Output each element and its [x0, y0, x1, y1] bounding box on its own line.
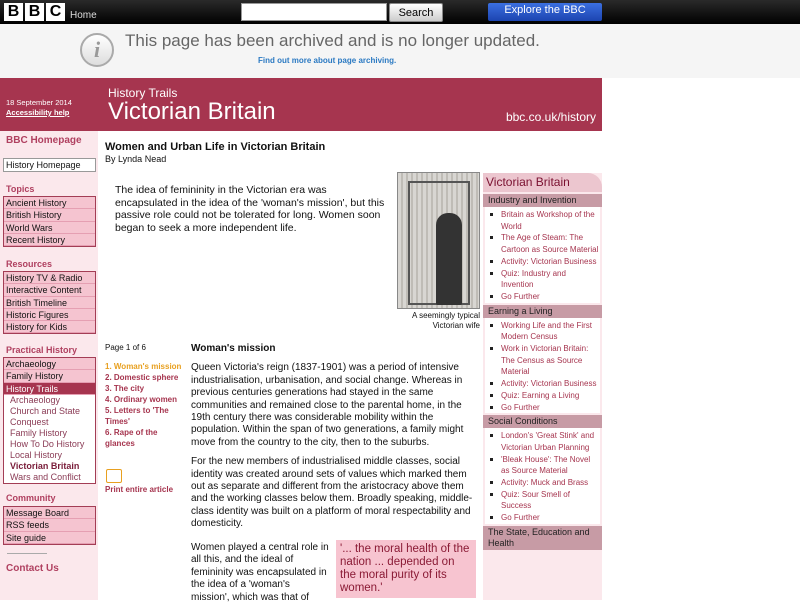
info-icon: i	[80, 33, 114, 67]
divider	[7, 553, 47, 554]
victorian-wife-image	[397, 172, 480, 309]
practical-history-heading: Practical History	[6, 345, 78, 355]
nav-item[interactable]: Message Board	[4, 507, 95, 519]
page-link-current[interactable]: 1. Woman's mission	[105, 362, 182, 371]
article-title: Women and Urban Life in Victorian Britain	[105, 141, 326, 153]
sub-nav-item[interactable]: Church and State	[4, 406, 95, 417]
trail-link[interactable]: Go Further	[485, 512, 600, 524]
archive-message: This page has been archived and is no longer updated.	[125, 31, 540, 50]
trail-link[interactable]: The Age of Steam: The Cartoon as Source Material	[485, 232, 600, 255]
trail-link[interactable]: Working Life and the First Modern Census	[485, 320, 600, 343]
bbc-top-bar	[0, 0, 800, 24]
section-heading: Woman's mission	[191, 343, 276, 354]
trail-section-heading: Social Conditions	[483, 415, 602, 428]
page-link[interactable]: 4. Ordinary women	[105, 395, 178, 404]
paragraph: Women played a central role in all this, and the ideal of femininity was encapsulated in the idea of a 'woman's mission', which was that of	[191, 542, 329, 603]
byline: By Lynda Nead	[105, 154, 167, 164]
pull-quote: '... the moral health of the nation ... depended on the moral purity of its women.'	[336, 540, 476, 598]
resources-heading: Resources	[6, 259, 53, 269]
nav-item[interactable]: World Wars	[4, 222, 95, 234]
article-intro: The idea of femininity in the Victorian era was encapsulated in the idea of the 'woman's mission', but this passive role could not be tolerated for long. Women soon began to seek a more independent life.	[115, 184, 385, 234]
page-link[interactable]: 3. The city	[105, 384, 145, 393]
sub-nav-item[interactable]: Family History	[4, 428, 95, 439]
site-banner	[0, 78, 602, 131]
sub-nav-item[interactable]: Conquest	[4, 417, 95, 428]
nav-item[interactable]: British History	[4, 209, 95, 221]
left-navigation	[0, 131, 98, 600]
page-link[interactable]: 2. Domestic sphere	[105, 373, 179, 382]
trail-link[interactable]: Quiz: Sour Smell of Success	[485, 489, 600, 512]
trail-link[interactable]: Quiz: Industry and Invention	[485, 268, 600, 291]
paragraph: Queen Victoria's reign (1837-1901) was a period of intensive industrialisation, urbanisation, and social change. Whereas in previous centuries generations had stayed in the same communities and remained close to the parental home, in the 19th century there was considerable mobility within the population. Within the span of two generations, a family might move from the country to the city, then to the suburbs.	[191, 362, 464, 448]
sub-nav-item[interactable]: Archaeology	[4, 395, 95, 406]
trail-section-list	[485, 318, 600, 414]
sub-nav-item[interactable]: Wars and Conflict	[4, 472, 95, 483]
trail-link[interactable]: Quiz: Earning a Living	[485, 390, 600, 402]
logo-letter: B	[4, 3, 23, 21]
trail-section-heading: Earning a Living	[483, 305, 602, 318]
page-link[interactable]: 6. Rape of the glances	[105, 428, 158, 448]
trail-link[interactable]: Activity: Muck and Brass	[485, 477, 600, 489]
nav-item[interactable]: Interactive Content	[4, 284, 95, 296]
page-link[interactable]: 5. Letters to 'The Times'	[105, 406, 169, 426]
section-label: History Trails	[108, 86, 178, 100]
logo-letter: C	[46, 3, 65, 21]
sub-nav-item[interactable]: How To Do History	[4, 439, 95, 450]
nav-item[interactable]: Recent History	[4, 234, 95, 246]
archive-info-link[interactable]: Find out more about page archiving.	[258, 56, 397, 65]
nav-item[interactable]: History for Kids	[4, 321, 95, 333]
print-article-link[interactable]: Print entire article	[105, 485, 174, 494]
article-body	[191, 343, 473, 538]
nav-item[interactable]: British Timeline	[4, 297, 95, 309]
bbc-logo[interactable]	[4, 3, 65, 21]
nav-item[interactable]: RSS feeds	[4, 519, 95, 531]
explore-bbc-button[interactable]: Explore the BBC	[488, 3, 602, 21]
trail-link[interactable]: Work in Victorian Britain: The Census as Source Material	[485, 343, 600, 378]
topics-heading: Topics	[6, 184, 35, 194]
page-indicator: Page 1 of 6	[105, 343, 146, 352]
bbc-homepage-link[interactable]: BBC Homepage	[6, 135, 82, 146]
nav-item[interactable]: Archaeology	[4, 358, 95, 370]
nav-item[interactable]: Historic Figures	[4, 309, 95, 321]
trail-link[interactable]: Activity: Victorian Business	[485, 256, 600, 268]
home-link[interactable]: Home	[70, 10, 97, 21]
nav-item-selected[interactable]: History Trails	[4, 383, 95, 395]
site-link[interactable]: bbc.co.uk/history	[505, 110, 596, 124]
accessibility-help-link[interactable]: Accessibility help	[6, 108, 70, 117]
archive-notice	[0, 24, 800, 78]
paragraph: For the new members of industrialised middle classes, social identity was created around sets of values which marked them out as separate and different from the aristocracy above them and the working classes below them. Broadly speaking, middle-class identity was built on a platform of moral respectability and domesticity.	[191, 456, 473, 530]
trail-section-heading: The State, Education and Health	[483, 526, 602, 550]
search-button[interactable]: Search	[389, 3, 443, 22]
sub-nav-item-current[interactable]: Victorian Britain	[4, 461, 95, 472]
trail-title: Victorian Britain	[483, 173, 602, 192]
trail-section-heading: Industry and Invention	[483, 194, 602, 207]
sub-nav-item[interactable]: Local History	[4, 450, 95, 461]
nav-item[interactable]: Ancient History	[4, 197, 95, 209]
search-input[interactable]	[241, 3, 387, 21]
history-homepage-link[interactable]: History Homepage	[4, 159, 95, 171]
article-pages	[105, 361, 185, 449]
nav-item[interactable]: Family History	[4, 370, 95, 382]
contact-us-link[interactable]: Contact Us	[6, 563, 59, 574]
nav-item[interactable]: History TV & Radio	[4, 272, 95, 284]
community-heading: Community	[6, 493, 56, 503]
date: 18 September 2014	[6, 98, 72, 107]
logo-letter: B	[25, 3, 44, 21]
trail-link[interactable]: Go Further	[485, 291, 600, 303]
nav-item[interactable]: Site guide	[4, 532, 95, 544]
trail-link[interactable]: Britain as Workshop of the World	[485, 209, 600, 232]
trail-navigation	[483, 173, 602, 600]
trail-section-list	[485, 428, 600, 524]
trail-link[interactable]: Go Further	[485, 402, 600, 414]
trail-link[interactable]: 'Bleak House': The Novel as Source Material	[485, 454, 600, 477]
trail-section-list	[485, 207, 600, 303]
image-caption: A seemingly typical Victorian wife	[411, 311, 480, 330]
trail-link[interactable]: Activity: Victorian Business	[485, 378, 600, 390]
printer-icon[interactable]	[106, 469, 122, 483]
trail-link[interactable]: London's 'Great Stink' and Victorian Urban Planning	[485, 430, 600, 453]
banner-title: Victorian Britain	[108, 98, 276, 125]
